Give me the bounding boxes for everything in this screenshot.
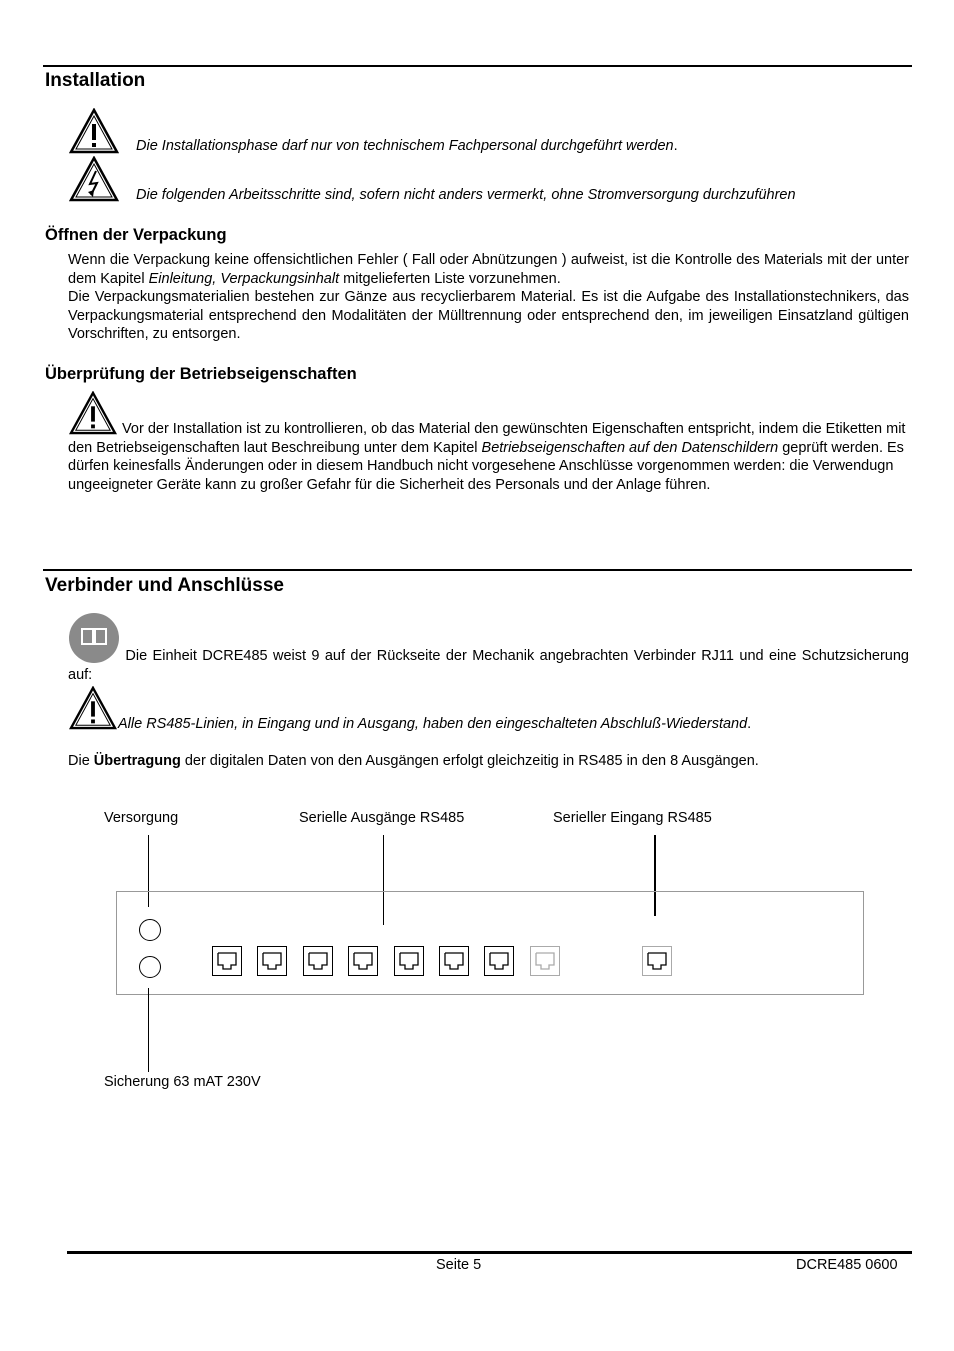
footer-rule	[67, 1251, 912, 1254]
section-rule	[43, 569, 912, 571]
label-fuse: Sicherung 63 mAT 230V	[104, 1074, 261, 1090]
section-title-packaging: Öffnen der Verpackung	[45, 226, 227, 244]
book-icon	[68, 612, 120, 664]
label-serial-outputs: Serielle Ausgänge RS485	[299, 810, 465, 826]
warning-triangle-icon	[68, 686, 118, 730]
fuse-holder	[139, 956, 161, 978]
warning-triangle-icon	[68, 391, 118, 435]
transfer-sentence: Die Übertragung der digitalen Daten von den Ausgängen erfolgt gleichzeitig in RS485 in den 8 Ausgängen.	[68, 753, 759, 769]
label-serial-input: Serieller Eingang RS485	[553, 810, 712, 826]
section-title-installation: Installation	[45, 70, 146, 91]
rj11-output-port	[530, 946, 560, 976]
check-paragraph: Vor der Installation ist zu kontrollieren, ob das Material den gewünschten Eigenschaften entspricht, indem die Etiketten mit den Betriebseigenschaften laut Beschreibung unter dem Kapitel Betriebseigenschaften auf den Datenschildern geprüft werden. Es dürfen keinesfalls Änderungen oder in diesem Handbuch nicht vorgesehene Anschlüsse vorgenommen werden: die Verwendugn ungeeigneter Geräte kann zu großer Gefahr für die Sicherheit des Personals und der Anlage führen.	[68, 391, 909, 494]
rj11-output-port	[439, 946, 469, 976]
leader-line-fuse	[148, 988, 149, 1072]
label-power: Versorgung	[104, 810, 179, 826]
page-number: Seite 5	[436, 1257, 482, 1273]
top-rule	[43, 65, 912, 67]
warning-text-1: Die Installationsphase darf nur von technischem Fachpersonal durchgeführt werden.	[136, 138, 678, 154]
section-title-connectors: Verbinder und Anschlüsse	[45, 575, 284, 596]
connectors-warning: Alle RS485-Linien, in Eingang und in Ausgang, haben den eingeschalteten Abschluß-Wiederstand.	[68, 686, 909, 734]
rj11-output-port	[212, 946, 242, 976]
section-title-check: Überprüfung der Betriebseigenschaften	[45, 365, 357, 383]
warning-triangle-icon	[69, 108, 119, 154]
rj11-output-port	[348, 946, 378, 976]
warning-text-2: Die folgenden Arbeitsschritte sind, sofern nicht anders vermerkt, ohne Stromversorgung durchzuführen	[136, 187, 796, 203]
power-connector	[139, 919, 161, 941]
electrical-hazard-icon	[69, 156, 119, 202]
rj11-output-port	[394, 946, 424, 976]
document-id: DCRE485 0600	[796, 1257, 898, 1273]
rj11-input-port	[642, 946, 672, 976]
connectors-info-paragraph: Die Einheit DCRE485 weist 9 auf der Rückseite der Mechanik angebrachten Verbinder RJ11 und eine Schutzsicherung auf:	[68, 612, 909, 684]
packaging-paragraph	[68, 251, 909, 344]
rj11-output-port	[257, 946, 287, 976]
rj11-output-port	[303, 946, 333, 976]
packaging-p1: Wenn die Verpackung keine offensichtlichen Fehler ( Fall oder Abnützungen ) aufweist, ist die Kontrolle des Materials mit der unter dem Kapitel Einleitung, Verpackungsinhalt mitgelieferten Liste vorzunehmen.	[68, 252, 909, 287]
device-rear-panel	[116, 891, 864, 995]
packaging-p2: Die Verpackungsmaterialien bestehen zur Gänze aus recyclierbarem Material. Es ist die Aufgabe des Installationstechnikers, das Verpackungsmaterial entsprechend den Modalitäten der Mülltrennung oder entsprechend den, im jeweiligen Einsatzland gültigen Vorschriften, zu entsorgen.	[68, 289, 909, 342]
rj11-output-port	[484, 946, 514, 976]
